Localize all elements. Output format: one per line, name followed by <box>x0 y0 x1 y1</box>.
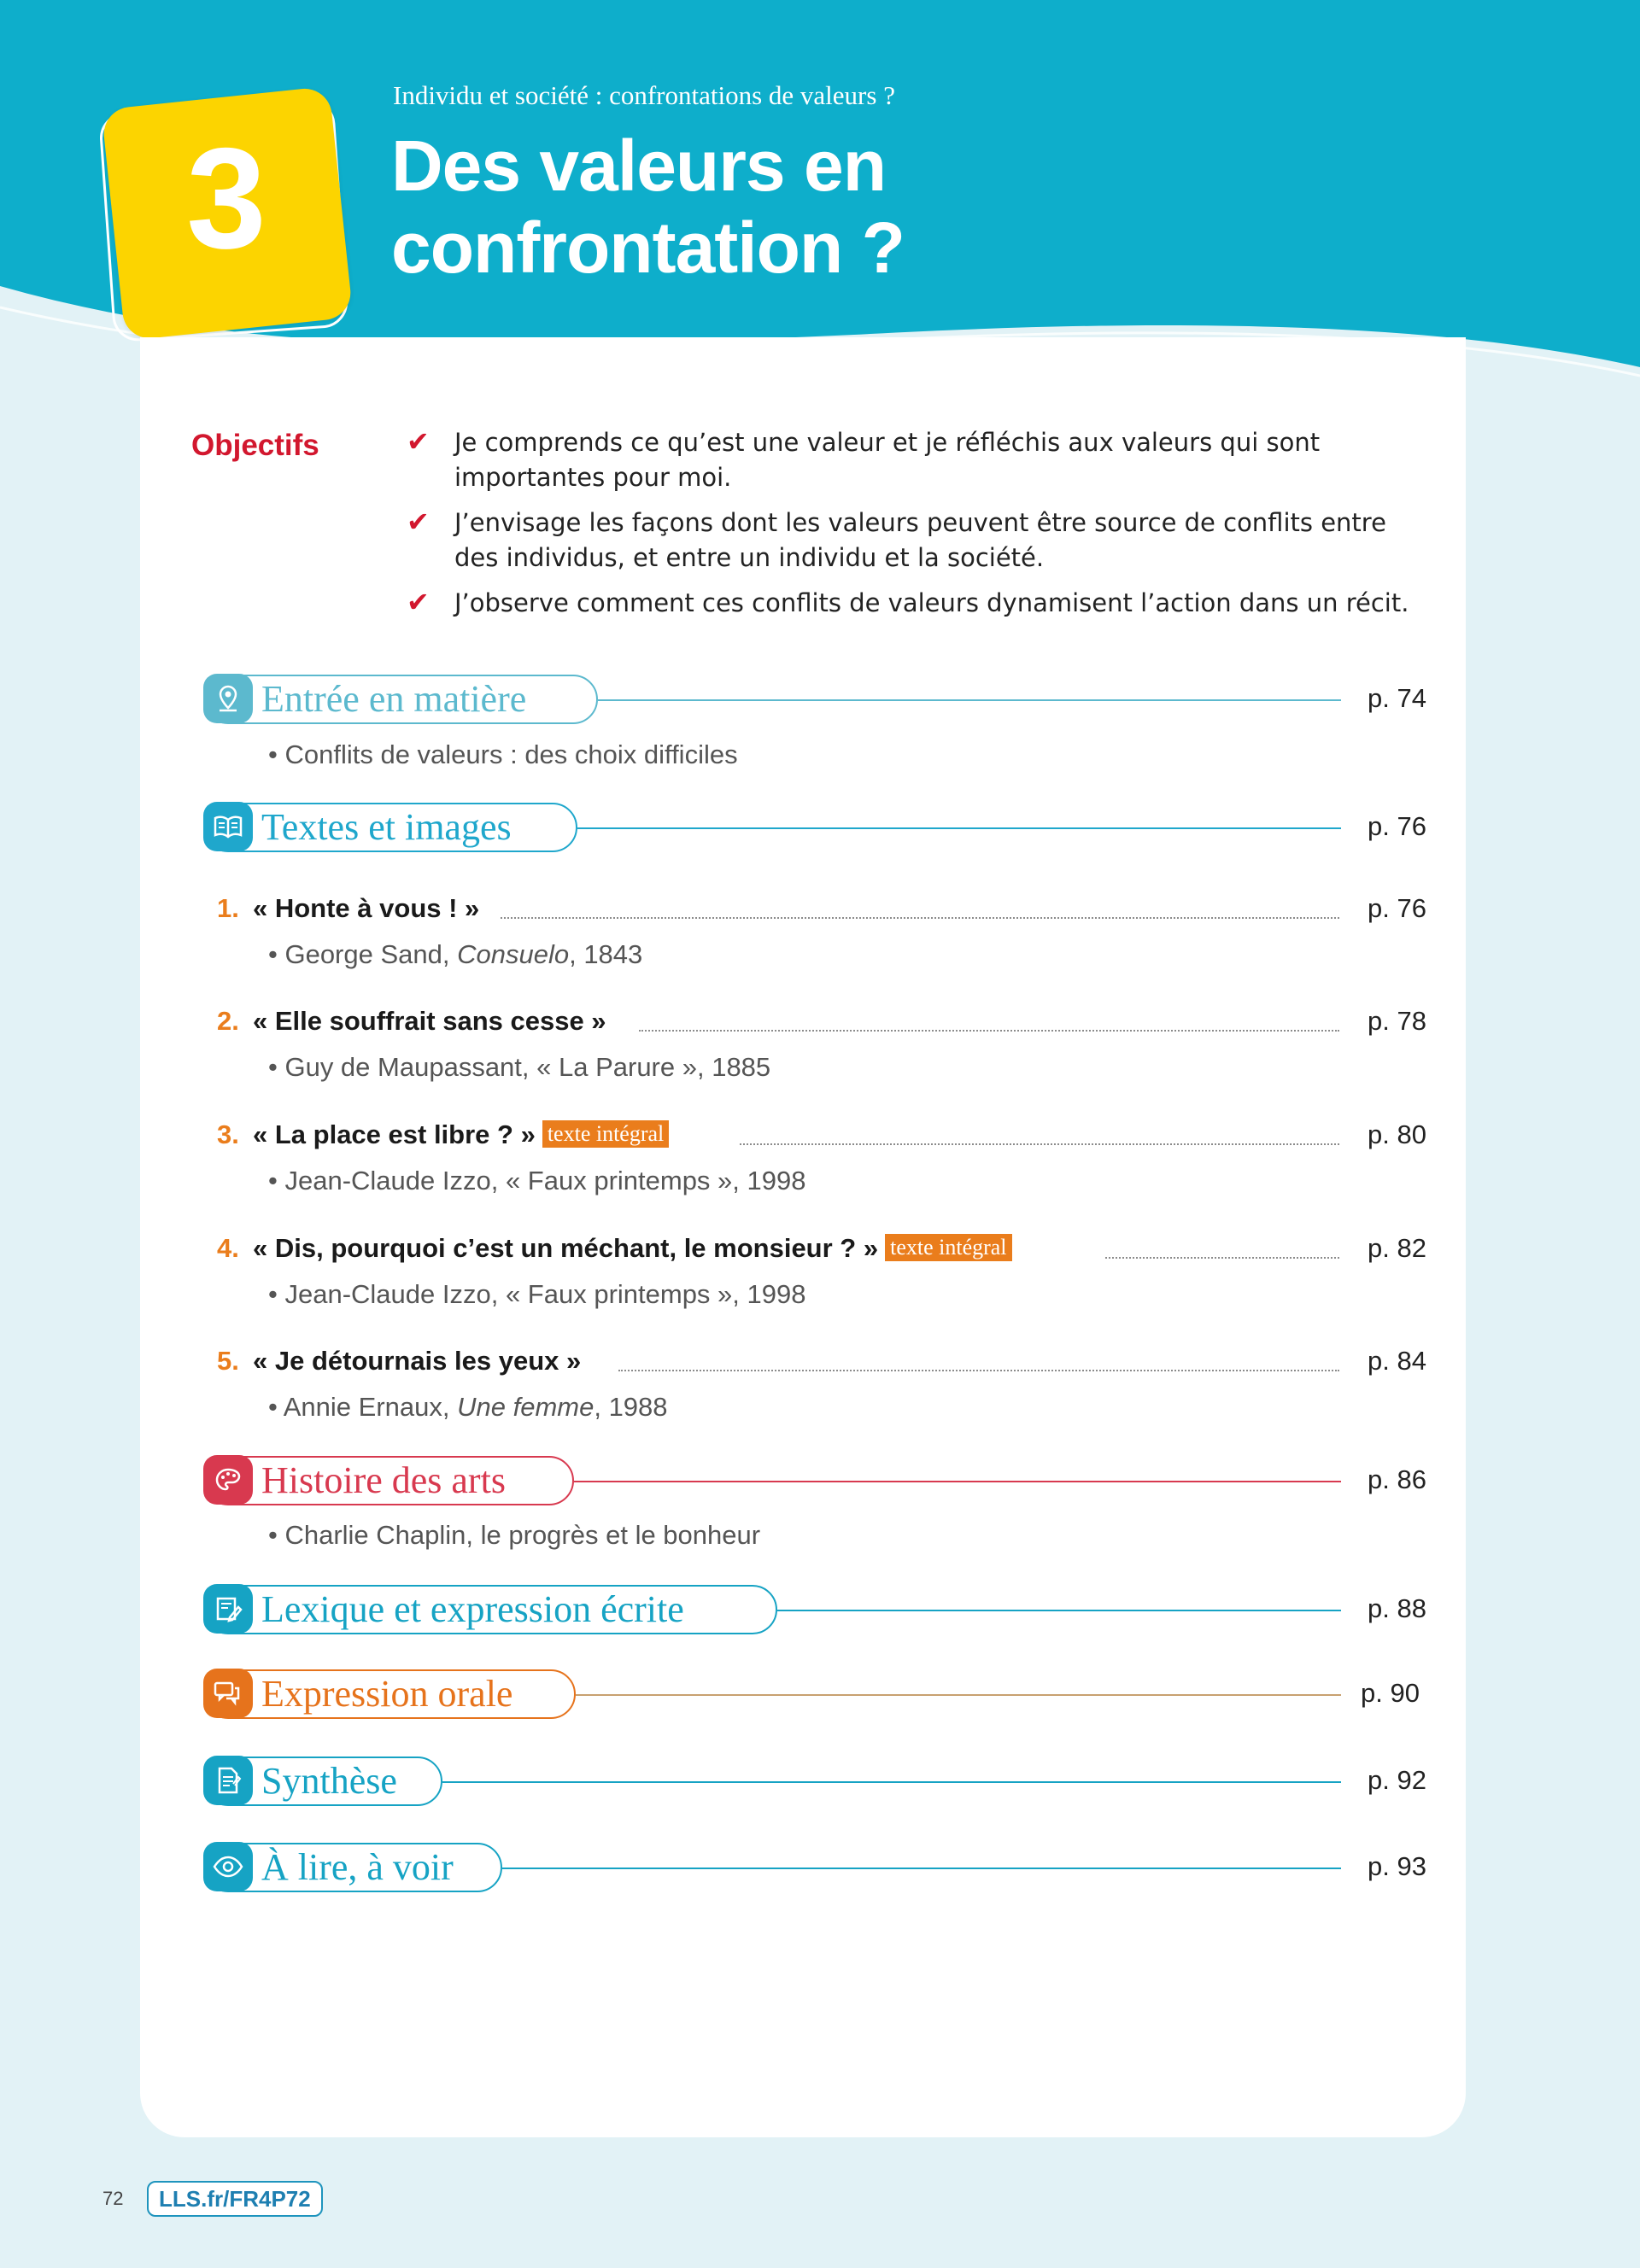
section-title: Textes et images <box>261 806 512 848</box>
entry-title[interactable]: « Je détournais les yeux » <box>253 1346 582 1376</box>
checkmark-icon: ✔ <box>407 586 430 618</box>
entry-subtitle: • Guy de Maupassant, « La Parure », 1885 <box>268 1052 771 1082</box>
entry-page: p. 84 <box>1368 1346 1426 1376</box>
entry-title[interactable]: « Honte à vous ! » <box>253 893 480 923</box>
objective-item: ✔ J’observe comment ces conflits de valeurs dynamisent l’action dans un récit. <box>407 586 1409 618</box>
section-leader-line <box>777 1610 1341 1611</box>
section-pill[interactable] <box>203 1843 502 1892</box>
toc-entry-2[interactable] <box>217 1002 1426 1040</box>
section-subtitle: • Conflits de valeurs : des choix difficiles <box>268 739 738 769</box>
book-icon <box>203 802 253 851</box>
objectives-list <box>407 425 1432 631</box>
dotted-leader <box>1105 1257 1339 1259</box>
entry-page: p. 78 <box>1368 1006 1426 1036</box>
section-textes-et-images[interactable] <box>203 803 1426 856</box>
dotted-leader <box>501 917 1339 919</box>
toc-entry-4[interactable] <box>217 1230 1426 1267</box>
section-synthese[interactable] <box>203 1757 1426 1809</box>
section-leader-line <box>574 1481 1341 1482</box>
entry-page: p. 76 <box>1368 893 1426 923</box>
toc-entry-5[interactable] <box>217 1342 1426 1380</box>
entry-number: 2. <box>217 1006 239 1036</box>
texte-integral-badge: texte intégral <box>885 1234 1011 1261</box>
section-page: p. 88 <box>1368 1593 1426 1623</box>
lls-link[interactable]: LLS.fr/FR4P72 <box>147 2181 323 2217</box>
section-histoire-des-arts[interactable] <box>203 1456 1426 1509</box>
entry-title[interactable]: « Elle souffrait sans cesse » <box>253 1006 606 1036</box>
section-pill[interactable] <box>203 675 598 724</box>
chapter-title-line2: confrontation ? <box>391 208 905 288</box>
section-page: p. 90 <box>1361 1678 1420 1708</box>
dotted-leader <box>639 1030 1339 1032</box>
entry-title[interactable]: « La place est libre ? » texte intégral <box>253 1119 669 1150</box>
entry-page: p. 80 <box>1368 1119 1426 1149</box>
entry-title[interactable]: « Dis, pourquoi c’est un méchant, le monsieur ? » texte intégral <box>253 1233 1012 1264</box>
section-lexique[interactable] <box>203 1585 1426 1638</box>
entry-subtitle: • Annie Ernaux, Une femme, 1988 <box>268 1392 668 1422</box>
entry-number: 5. <box>217 1346 239 1376</box>
section-pill[interactable] <box>203 1669 576 1719</box>
toc-entry-1[interactable] <box>217 890 1426 927</box>
speech-icon <box>203 1669 253 1718</box>
entry-number: 4. <box>217 1233 239 1263</box>
section-entree-en-matiere[interactable] <box>203 675 1426 728</box>
pencil-icon <box>203 1584 253 1634</box>
section-page: p. 76 <box>1368 811 1426 841</box>
objective-item: ✔ J’envisage les façons dont les valeurs peuvent être source de conflits entre des individus, et entre un individu et la société. <box>407 506 1386 572</box>
section-title: Expression orale <box>261 1673 513 1715</box>
dotted-leader <box>618 1370 1339 1371</box>
map-pin-icon <box>203 674 253 723</box>
texte-integral-badge: texte intégral <box>542 1120 669 1148</box>
section-title: À lire, à voir <box>261 1846 454 1888</box>
section-pill[interactable] <box>203 1585 777 1634</box>
checkmark-icon: ✔ <box>407 506 430 538</box>
chapter-number-badge <box>102 94 350 337</box>
page-number: 72 <box>102 2188 124 2209</box>
section-page: p. 74 <box>1368 683 1426 713</box>
section-page: p. 93 <box>1368 1851 1426 1881</box>
entry-subtitle: • George Sand, Consuelo, 1843 <box>268 939 643 969</box>
toc-entry-3[interactable] <box>217 1116 1426 1154</box>
objectives-label: Objectifs <box>191 429 319 462</box>
entry-number: 1. <box>217 893 239 923</box>
section-leader-line <box>598 699 1341 701</box>
eye-icon <box>203 1842 253 1891</box>
section-page: p. 92 <box>1368 1765 1426 1795</box>
section-a-lire-a-voir[interactable] <box>203 1843 1426 1896</box>
section-title: Synthèse <box>261 1760 397 1802</box>
dotted-leader <box>740 1143 1339 1145</box>
checkmark-icon: ✔ <box>407 425 430 458</box>
entry-subtitle: • Jean-Claude Izzo, « Faux printemps », 1998 <box>268 1279 806 1309</box>
section-title: Lexique et expression écrite <box>261 1588 684 1630</box>
chapter-title <box>391 125 905 289</box>
palette-icon <box>203 1455 253 1505</box>
entry-page: p. 82 <box>1368 1233 1426 1263</box>
entry-subtitle: • Jean-Claude Izzo, « Faux printemps », 1998 <box>268 1166 806 1195</box>
section-pill[interactable] <box>203 803 577 852</box>
section-title: Histoire des arts <box>261 1459 506 1501</box>
objective-item: ✔ Je comprends ce qu’est une valeur et je réfléchis aux valeurs qui sont importantes pour moi. <box>407 425 1321 492</box>
section-expression-orale[interactable] <box>203 1669 1426 1722</box>
section-leader-line <box>502 1868 1341 1869</box>
chapter-kicker: Individu et société : confrontations de valeurs ? <box>393 80 895 110</box>
chapter-number: 3 <box>186 118 266 278</box>
section-leader-line <box>442 1781 1341 1783</box>
section-leader-line <box>577 827 1341 829</box>
section-leader-line <box>576 1694 1341 1696</box>
entry-number: 3. <box>217 1119 239 1149</box>
section-pill[interactable] <box>203 1456 574 1505</box>
section-title: Entrée en matière <box>261 678 527 720</box>
section-subtitle: • Charlie Chaplin, le progrès et le bonheur <box>268 1520 761 1550</box>
section-page: p. 86 <box>1368 1464 1426 1494</box>
document-icon <box>203 1756 253 1805</box>
section-pill[interactable] <box>203 1757 442 1806</box>
chapter-title-line1: Des valeurs en <box>391 126 887 206</box>
